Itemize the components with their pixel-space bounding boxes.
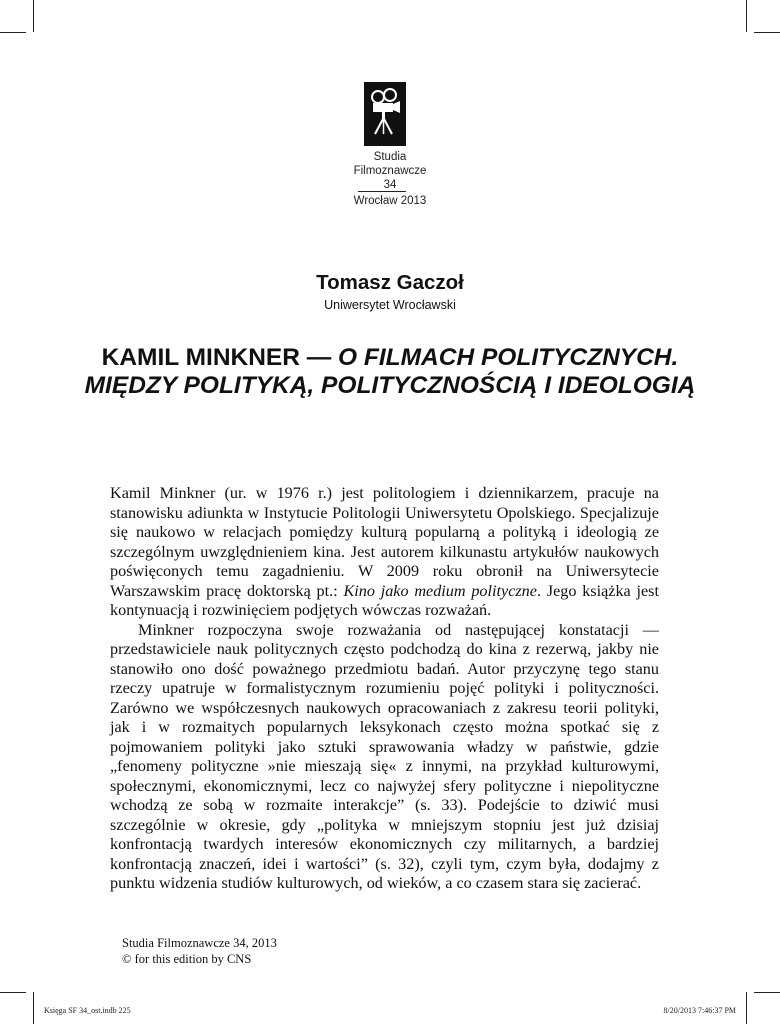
print-slug-right: 8/20/2013 7:46:37 PM [663,1006,736,1015]
film-camera-logo-icon [364,82,406,146]
paragraph-1 [110,484,659,621]
paragraph-2: Minkner rozpoczyna swoje rozważania od następującej konstatacji — przedstawiciele nauk politycznych często podchodzą do kina z rezerwą, jakby nie stanowiło ono dość poważnego przedmiotu badań. Autor przyczynę tego stanu rzeczy upatruje w formalistycznym rozumieniu pojęć polityki i polityczności. Zarówno we współczesnych naukowych opracowaniach z zakresu teorii polityki, jak i w rozmaitych popularnych leksykonach często można spotkać się z pojmowaniem polityki jako sztuki sprawowania władzy w państwie, gdzie „fenomeny polityczne »nie mieszają się« z innymi, na przykład kulturowymi, społecznymi, ekonomicznymi, lecz co najwyżej sfery polityczne i niepolityczne wchodzą ze sobą w rozmaite interakcje” (s. 33). Podejście to dziwić musi szczególnie w okresie, gdy „polityka w mniejszym stopniu jest już dzisiaj konfrontacją twardych interesów ekonomicznych czy militarnych, a bardziej konfrontacją znaczeń, idei i wartości” (s. 32), czyli tym, czym była, dodajmy z punktu widzenia studiów kulturowych, od wieków, a co czasem stara się zacierać. [110,620,659,892]
journal-volume: 34 [383,179,397,191]
footer-line-1: Studia Filmoznawcze 34, 2013 [122,936,277,950]
paragraph-1-text-b: . Jego książka jest kontynuacją i rozwinięciem podjętych wówczas rozważań. [110,581,659,619]
author-name: Tomasz Gaczoł [316,271,464,294]
journal-name-line2: Filmoznawcze [353,165,427,177]
crop-mark [754,32,780,33]
journal-place-year: Wrocław 2013 [353,195,427,207]
journal-name-line1: Studia [373,151,407,163]
paragraph-1-text-a: Kamil Minkner (ur. w 1976 r.) jest politologiem i dziennikarzem, pracuje na stanowisku adiunkta w Instytucie Politologii Uniwersytetu Opolskiego. Specjalizuje się naukowo w relacjach pomiędzy kulturą popularną a polityką i ideologią ze szczególnym uwzględnieniem kina. Jest autorem kilkunastu artykułów naukowych poświęconych temu zagadnieniu. W 2009 roku obronił na Uniwersytecie Warszawskim pracę doktorską pt.: [110,484,659,600]
crop-mark [754,992,780,993]
article-title [80,344,700,400]
crop-mark [33,992,34,1024]
footer-line-2: © for this edition by CNS [122,952,252,966]
copyright-footer [122,935,277,967]
print-slug-left: Księga SF 34_ost.indb 225 [44,1006,131,1015]
title-part-regular: KAMIL MINKNER — [101,344,339,371]
crop-mark [33,0,34,32]
crop-mark [0,992,26,993]
volume-rule [358,191,406,192]
author-affiliation: Uniwersytet Wrocławski [324,298,456,312]
crop-mark [746,0,747,32]
crop-mark [0,32,26,33]
crop-mark [746,992,747,1024]
book-title-italic: Kino jako medium polityczne [343,581,537,600]
article-body [110,484,659,894]
title-part-italic: O FILMACH POLITYCZNYCH. MIĘDZY POLITYKĄ, POLITYCZNOŚCIĄ I IDEOLOGIĄ [84,344,696,399]
